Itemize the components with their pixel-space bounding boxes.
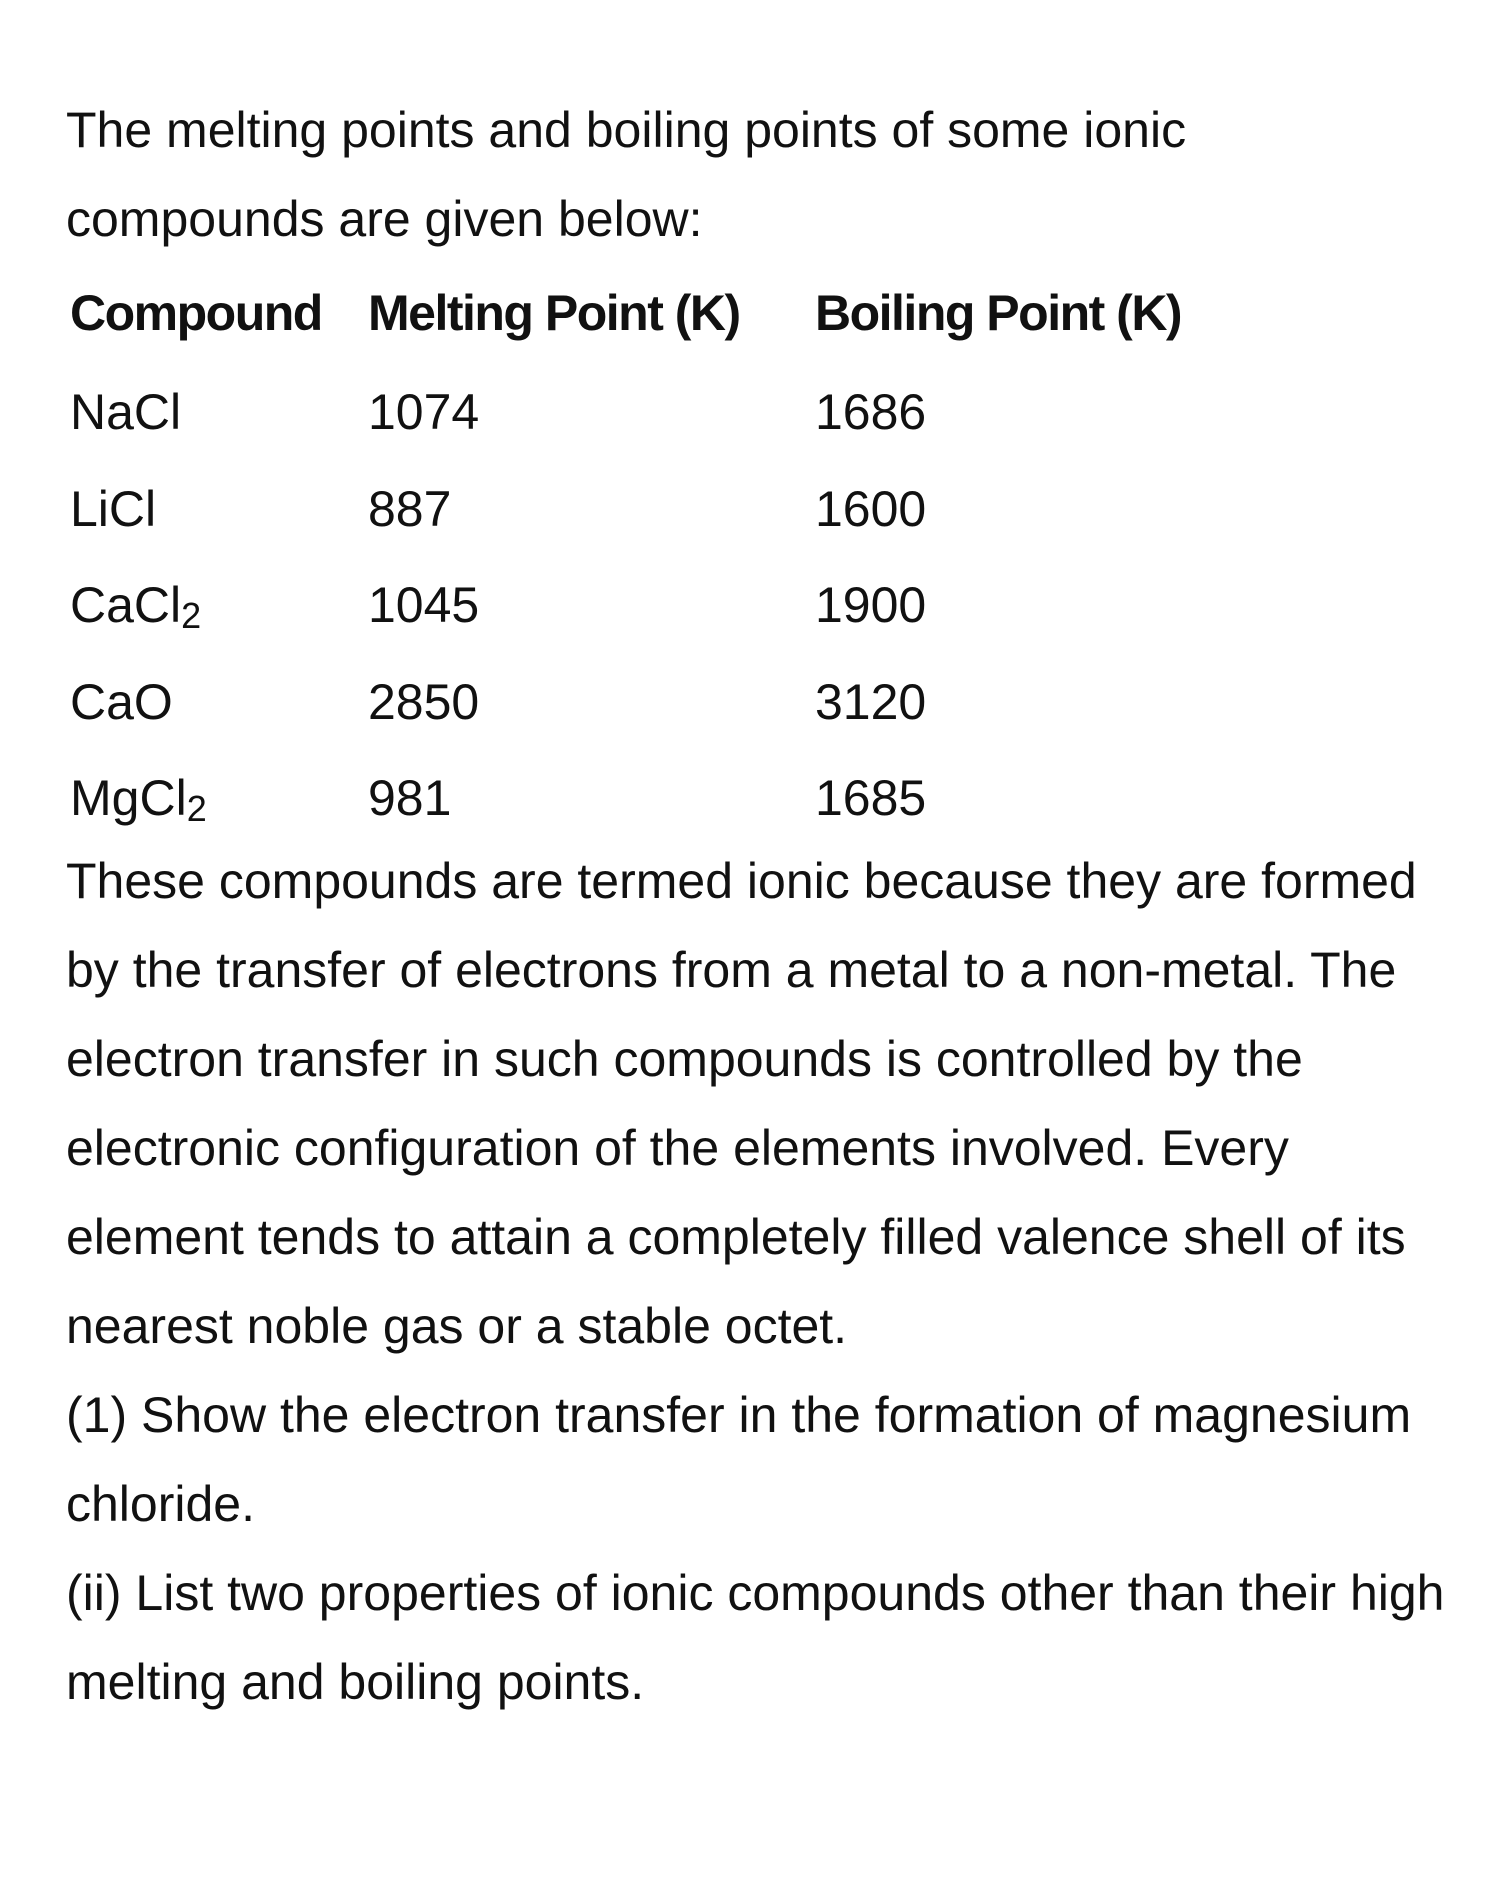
boiling-point-cell: 1686 (815, 384, 927, 441)
melting-point-cell: 1045 (368, 577, 480, 634)
table-row (70, 750, 1265, 847)
header-boiling-point: Boiling Point (K) (815, 285, 1182, 341)
table-row (70, 461, 1265, 558)
boiling-point-cell: 1900 (815, 577, 927, 634)
compound-cell: NaCl (70, 384, 182, 441)
boiling-point-cell: 3120 (815, 673, 927, 730)
question-2: (ii) List two properties of ionic compounds other than their high melting and boiling points. (66, 1564, 1445, 1710)
compound-cell: LiCl (70, 480, 157, 537)
melting-point-cell: 1074 (368, 384, 480, 441)
boiling-point-cell: 1600 (815, 480, 927, 537)
compound-table (70, 262, 1265, 847)
melting-point-cell: 2850 (368, 673, 480, 730)
boiling-point-cell: 1685 (815, 770, 927, 827)
table-header-row (70, 262, 1265, 364)
explanation-text: These compounds are termed ionic because they are formed by the transfer of electrons from a metal to a non-metal. The electron transfer in such compounds is controlled by the electronic configuration of the elements involved. Every element tends to attain a completely filled valence shell of its nearest noble gas or a stable octet. (66, 852, 1417, 1354)
table-row (70, 654, 1265, 751)
table-row (70, 557, 1265, 654)
compound-cell: CaCl$_2$ (70, 577, 202, 637)
question-1: (1) Show the electron transfer in the formation of magnesium chloride. (66, 1386, 1412, 1532)
intro-text: The melting points and boiling points of some ionic compounds are given below: (66, 102, 1187, 247)
compound-cell: CaO (70, 673, 173, 730)
compound-cell: MgCl$_2$ (70, 770, 207, 830)
table-row (70, 364, 1265, 461)
melting-point-cell: 981 (368, 770, 452, 827)
header-melting-point: Melting Point (K) (368, 285, 740, 341)
header-compound: Compound (70, 285, 322, 341)
melting-point-cell: 887 (368, 480, 452, 537)
document (66, 86, 1446, 1727)
